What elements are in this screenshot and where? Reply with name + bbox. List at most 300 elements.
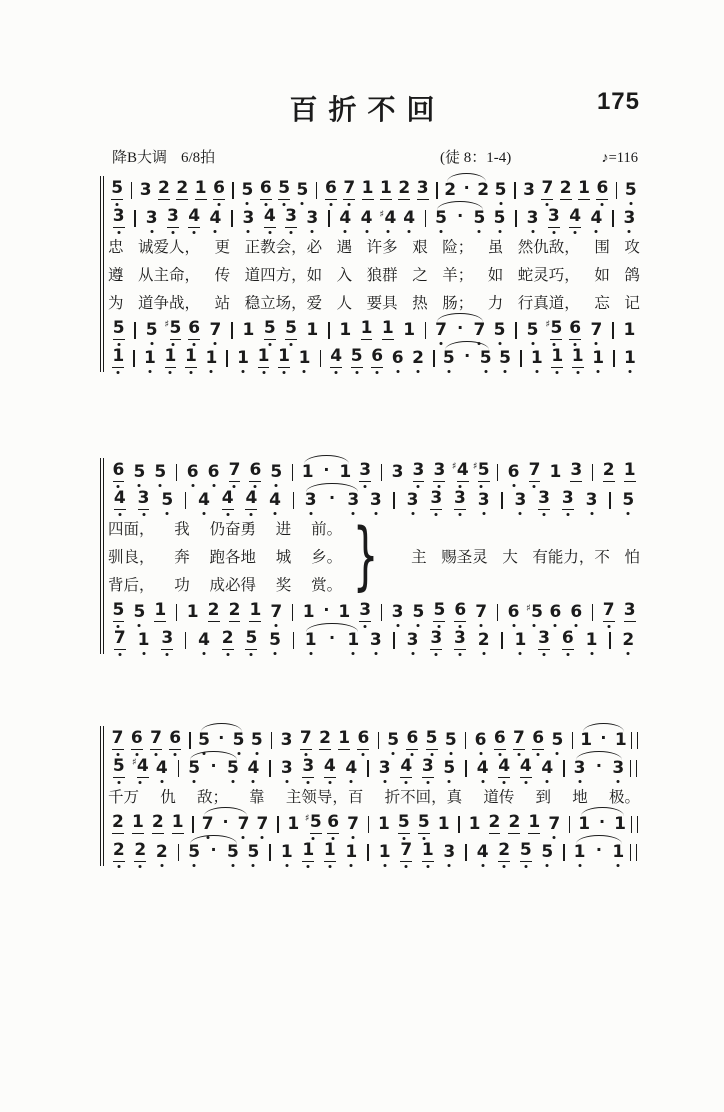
note-slot — [575, 180, 593, 200]
note — [209, 207, 223, 228]
bass-line — [108, 344, 640, 372]
note-number: 7 — [150, 728, 162, 749]
note-slot — [224, 462, 245, 482]
note-number: 1 — [280, 841, 293, 862]
octave-dot-below — [301, 202, 304, 205]
note-number: 7 — [590, 319, 603, 340]
barline — [393, 632, 395, 649]
octave-dot-below — [484, 370, 487, 373]
note-slot — [294, 347, 314, 368]
note — [263, 208, 277, 228]
note-slot — [303, 814, 323, 834]
octave-dot-below — [482, 652, 485, 655]
note-slot — [141, 319, 162, 340]
note — [613, 813, 627, 834]
note-slot — [485, 814, 505, 834]
note — [378, 207, 397, 228]
octave-dot-below — [481, 780, 484, 783]
barline — [189, 732, 191, 749]
note — [160, 489, 174, 510]
note-slot — [543, 208, 564, 228]
tenor-line — [108, 810, 640, 838]
dot-slot — [319, 600, 334, 620]
tenor-line — [108, 598, 640, 626]
barline-slot — [362, 844, 374, 861]
barline-slot — [454, 816, 465, 833]
octave-dot-below — [365, 230, 368, 233]
note — [412, 462, 426, 482]
note-number: 2 — [158, 178, 170, 199]
barline — [515, 210, 517, 227]
note-number: 3 — [139, 179, 152, 200]
lyric-syllable: 奔 — [174, 549, 190, 566]
note-number: 7 — [228, 460, 241, 481]
note — [244, 630, 258, 650]
note-number: 5 — [519, 840, 532, 861]
note-slot — [611, 813, 629, 834]
note — [432, 462, 446, 482]
octave-dot-below — [117, 231, 120, 234]
note — [226, 841, 240, 862]
note-number: 3 — [166, 206, 179, 227]
note — [453, 630, 467, 650]
augmentation-dot: · — [210, 756, 217, 775]
note-number: 1 — [194, 178, 207, 199]
note-slot — [395, 180, 413, 200]
note — [589, 319, 603, 340]
note-number: 3 — [612, 757, 625, 778]
note — [595, 180, 609, 200]
final-barline — [631, 732, 638, 749]
note-number: 7 — [602, 600, 615, 621]
note-number: 7 — [347, 813, 359, 834]
octave-dot-below — [535, 370, 538, 373]
bass-line — [108, 626, 640, 654]
barline-slot — [558, 844, 570, 861]
barline — [616, 182, 618, 199]
barline-slot — [173, 760, 185, 777]
note-number: 3 — [304, 489, 317, 510]
octave-dot-below — [174, 753, 177, 756]
barline-slot — [510, 322, 522, 339]
octave-dot-below — [171, 231, 174, 234]
note-slot — [537, 841, 559, 862]
octave-dot-below — [202, 512, 205, 515]
note-slot — [515, 758, 537, 778]
note-slot — [319, 758, 341, 778]
octave-dot-below — [193, 864, 196, 867]
note — [507, 461, 521, 482]
note-number: 1 — [323, 840, 336, 861]
note-slot — [302, 207, 323, 228]
note — [406, 489, 420, 510]
barline-slot — [564, 816, 575, 833]
octave-dot-below — [408, 230, 411, 233]
note — [358, 602, 372, 622]
note-slot — [575, 813, 593, 834]
barline-slot — [428, 350, 439, 367]
note-slot — [235, 813, 253, 834]
barline-slot — [607, 210, 619, 227]
note — [246, 841, 260, 862]
note-number: 3 — [561, 488, 574, 509]
note — [350, 348, 364, 368]
note — [241, 179, 255, 200]
note — [113, 490, 127, 510]
octave-dot-below — [160, 780, 163, 783]
note-slot — [522, 207, 543, 228]
note-slot — [257, 180, 275, 200]
octave-dot-below — [309, 652, 312, 655]
barline-slot — [558, 760, 570, 777]
note-number: 1 — [623, 460, 636, 481]
note — [197, 489, 211, 510]
note-slot — [340, 180, 358, 200]
lyric-syllable: 赐圣灵 — [441, 549, 488, 566]
note — [559, 180, 573, 200]
octave-dot-below — [435, 513, 438, 516]
barline-slot — [126, 182, 136, 199]
octave-dot-below — [352, 836, 355, 839]
note-slot — [335, 319, 356, 340]
augmentation-dot: · — [323, 600, 330, 619]
tie-group — [442, 178, 492, 200]
note — [451, 462, 470, 482]
barline — [612, 210, 614, 227]
note-number: 2 — [508, 812, 521, 833]
note-number: 1 — [184, 346, 197, 367]
note-number: 5 — [479, 347, 492, 368]
barline-slot — [222, 350, 233, 367]
lyric-syllable: 有能力，不 — [532, 549, 610, 566]
barline-slot — [492, 604, 504, 621]
note — [344, 757, 358, 778]
note-slot — [192, 629, 216, 650]
barline — [465, 844, 467, 861]
octave-dot-below — [159, 484, 162, 487]
note-number: 5 — [624, 179, 637, 200]
octave-dot-below — [553, 836, 556, 839]
note-slot — [108, 602, 129, 622]
note — [171, 814, 185, 834]
lyric-syllable: 艰 — [412, 239, 428, 256]
augmentation-dot: · — [600, 728, 607, 747]
octave-dot-below — [576, 371, 579, 374]
barline — [316, 182, 318, 199]
note — [277, 348, 291, 368]
note — [569, 601, 583, 622]
note — [137, 490, 151, 510]
note-number: 2 — [112, 840, 125, 861]
note-number: 5 — [551, 729, 564, 750]
note-number: 5 — [309, 812, 322, 833]
lyric-syllable: 到 — [535, 789, 552, 806]
note — [323, 758, 337, 778]
lyrics-block — [108, 514, 640, 598]
note-slot — [557, 180, 575, 200]
octave-dot-below — [396, 624, 399, 627]
note — [434, 207, 448, 228]
note-slot — [355, 462, 376, 482]
note-slot — [532, 630, 556, 650]
note-slot — [395, 758, 417, 778]
lyric-syllable: 仍奋勇 — [209, 521, 257, 538]
octave-dot-below — [307, 865, 310, 868]
note-number: 4 — [188, 206, 201, 227]
barline — [569, 816, 571, 833]
note-number: 1 — [623, 347, 636, 368]
octave-dot-below — [392, 752, 395, 755]
note — [561, 490, 575, 510]
octave-dot-below — [533, 624, 536, 627]
tie-slur — [195, 728, 247, 750]
note-slot — [515, 842, 537, 862]
octave-dot-below — [458, 513, 461, 516]
barline-slot — [226, 322, 238, 339]
note-number: 5 — [247, 841, 260, 862]
soprano-line — [108, 176, 640, 204]
note-number: 5 — [278, 178, 291, 199]
barline — [520, 350, 522, 367]
augmentation-dot: · — [328, 488, 336, 507]
note-slot — [168, 814, 188, 834]
note-number: 4 — [209, 207, 222, 228]
note — [497, 758, 511, 778]
note-slot — [130, 842, 152, 862]
note-number: 5 — [425, 728, 438, 749]
note-number: 3 — [280, 729, 293, 750]
note — [360, 320, 374, 340]
note — [421, 842, 435, 862]
octave-dot-below — [601, 203, 604, 206]
note-number: 6 — [259, 178, 272, 199]
alto-line — [108, 204, 640, 232]
note-number: 5 — [477, 460, 490, 481]
note-slot — [586, 319, 607, 340]
note — [474, 729, 488, 750]
note-number: 3 — [443, 841, 456, 862]
note-number: 2 — [602, 460, 615, 481]
note — [369, 489, 383, 510]
lyric-syllable: 折不回，真 — [384, 789, 463, 806]
octave-dot-below — [519, 512, 522, 515]
note-number: 1 — [612, 841, 625, 862]
note — [397, 180, 411, 200]
note-number: 1 — [551, 346, 564, 367]
barline-slot — [420, 322, 432, 339]
note-slot — [335, 207, 356, 228]
note-slot — [334, 601, 355, 622]
dot-slot — [595, 728, 612, 749]
note-number: 1 — [361, 178, 374, 199]
octave-dot-below — [231, 780, 234, 783]
dot-slot — [458, 178, 475, 199]
lyric-syllable: 忘 — [594, 295, 610, 312]
octave-dot-below — [352, 652, 355, 655]
lyric-syllable: 力 — [487, 295, 504, 312]
note-number: 5 — [435, 207, 447, 228]
note-slot — [524, 601, 545, 622]
octave-dot-below — [191, 484, 194, 487]
note — [476, 841, 490, 862]
barline-slot — [587, 464, 599, 481]
tempo-marking: ♪=116 — [601, 150, 638, 166]
note-slot — [367, 348, 387, 368]
note-slot — [538, 180, 556, 200]
note-slot — [442, 179, 459, 200]
note-slot — [341, 841, 363, 862]
note-number: 3 — [430, 628, 443, 649]
note-number: 7 — [270, 601, 283, 622]
note-slot — [108, 814, 128, 834]
note-slot — [127, 730, 146, 750]
octave-dot-below — [503, 865, 506, 868]
octave-dot-below — [512, 484, 515, 487]
note-slot — [570, 841, 589, 862]
augmentation-dot: · — [218, 728, 225, 747]
lyric-syllable: 虽 — [487, 239, 504, 256]
note-number: 3 — [359, 460, 372, 481]
octave-dot-below — [426, 865, 429, 868]
lyric-syllable: 如 — [487, 267, 504, 284]
barline-slot — [264, 760, 276, 777]
note-slot — [259, 320, 280, 340]
tie-slur — [570, 756, 628, 778]
note-slot — [439, 841, 461, 862]
final-barline-slot — [628, 844, 640, 861]
note-slot — [322, 180, 340, 200]
octave-dot-below — [383, 864, 386, 867]
note-slot — [253, 348, 273, 368]
note — [497, 842, 511, 862]
note — [207, 461, 221, 482]
note-number: 3 — [137, 488, 150, 509]
note-number: 1 — [298, 347, 311, 368]
note — [221, 630, 235, 650]
lyric-syllable: 前。 — [311, 521, 343, 538]
barline — [232, 182, 234, 199]
note-slot — [616, 489, 640, 510]
octave-dot-below — [480, 485, 483, 488]
note — [324, 180, 338, 200]
note-slot — [472, 629, 496, 650]
note-slot — [537, 757, 559, 778]
note — [512, 730, 526, 750]
note-number: 1 — [186, 601, 199, 622]
note — [228, 462, 242, 482]
note-slot — [374, 813, 394, 834]
note-number: 3 — [406, 489, 419, 510]
dot-slot — [213, 728, 230, 749]
octave-dot-below — [617, 780, 620, 783]
note — [155, 841, 169, 862]
barline — [320, 350, 322, 367]
tie-slur — [184, 756, 242, 778]
note — [304, 629, 318, 650]
note — [547, 813, 561, 834]
note-slot — [503, 461, 524, 482]
lyric-syllable: 鸽 — [624, 267, 640, 284]
note — [111, 348, 125, 368]
barline — [465, 760, 467, 777]
lyric-line — [108, 232, 640, 260]
barline — [292, 604, 294, 621]
barline-slot — [287, 492, 300, 509]
barline-slot — [460, 844, 472, 861]
dot-slot — [317, 460, 336, 481]
note-number: 4 — [400, 756, 413, 777]
note-number: 5 — [473, 207, 486, 228]
note — [151, 814, 165, 834]
tenor-line — [108, 316, 640, 344]
note-slot — [441, 729, 460, 750]
barline-slot — [287, 604, 299, 621]
note — [131, 814, 145, 834]
barline — [134, 210, 136, 227]
lyric-syllable: 道四方，如 — [244, 267, 323, 284]
note-slot — [191, 180, 209, 200]
lyric-syllable: 要具 — [366, 295, 398, 312]
octave-dot-below — [138, 624, 141, 627]
octave-dot-below — [246, 202, 249, 205]
note — [548, 601, 562, 622]
octave-dot-below — [376, 371, 379, 374]
barline — [563, 844, 565, 861]
note — [477, 629, 491, 650]
note-number: 5 — [622, 489, 635, 510]
note — [131, 758, 150, 778]
octave-dot-below — [566, 513, 569, 516]
note-number: 2 — [134, 840, 147, 861]
note — [237, 813, 251, 834]
note — [226, 757, 240, 778]
note — [417, 814, 431, 834]
octave-dot-below — [405, 865, 408, 868]
note-number: 1 — [360, 318, 373, 339]
octave-dot-below — [590, 512, 593, 515]
note-number: 1 — [154, 600, 167, 621]
octave-dot-below — [628, 370, 631, 373]
note-number: 4 — [541, 757, 554, 778]
note — [268, 629, 282, 650]
note — [201, 813, 215, 834]
note-number: 5 — [188, 757, 201, 778]
note — [537, 490, 551, 510]
note-slot — [166, 730, 185, 750]
barline-slot — [128, 350, 139, 367]
note-number: 4 — [198, 489, 210, 510]
octave-dot-below — [328, 865, 331, 868]
note-slot — [422, 730, 441, 750]
note-slot — [586, 207, 607, 228]
barline — [501, 632, 503, 649]
note-number: 1 — [144, 347, 156, 368]
octave-dot-below — [607, 625, 610, 628]
tie-slur — [442, 178, 492, 200]
note — [236, 347, 250, 368]
augmentation-dot: · — [323, 460, 330, 479]
note-number: 3 — [623, 600, 636, 621]
barline — [176, 604, 178, 621]
dot-slot — [451, 318, 470, 339]
lyric-syllable: 城 — [275, 549, 292, 566]
note-slot — [509, 629, 533, 650]
lyric-syllable: 四面， — [108, 521, 155, 538]
note-number: 4 — [113, 488, 126, 509]
lyric-syllable: 仇 — [160, 789, 176, 806]
note-slot — [465, 813, 485, 834]
note — [526, 319, 540, 340]
